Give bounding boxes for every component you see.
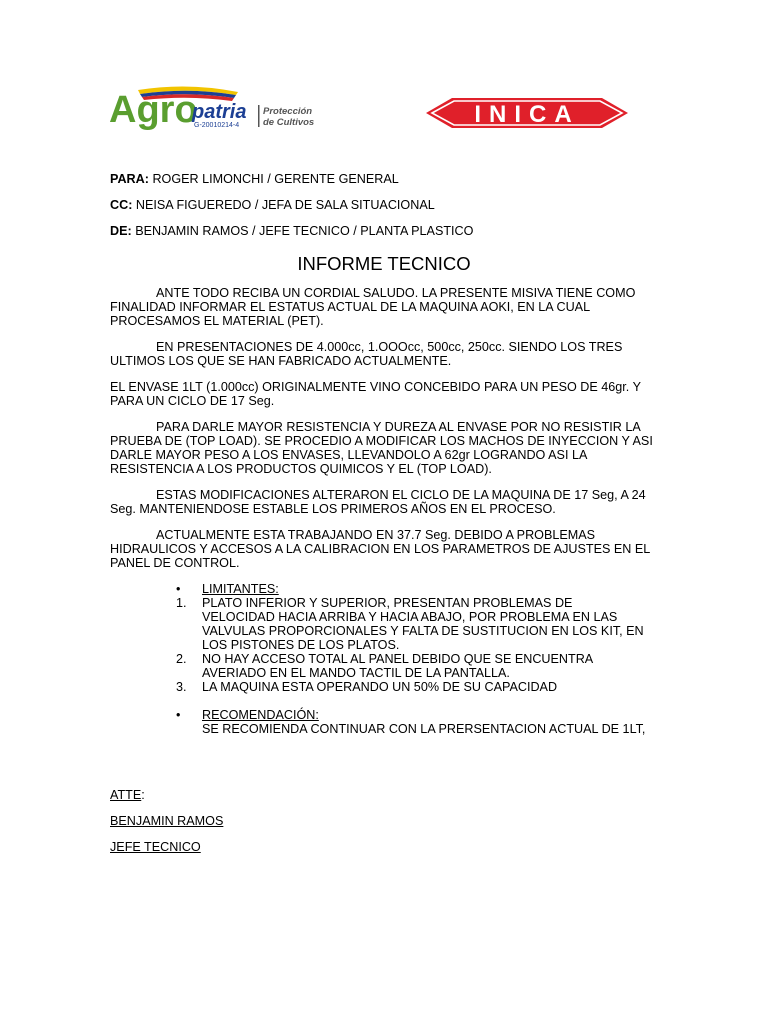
limitantes-section — [176, 582, 646, 694]
recomendacion-heading-row — [176, 708, 646, 722]
agropatria-brand-b: patria — [192, 101, 247, 123]
para-value: ROGER LIMONCHI / GERENTE GENERAL — [148, 172, 399, 186]
agropatria-logo — [108, 84, 324, 130]
list-item-text: PLATO INFERIOR Y SUPERIOR, PRESENTAN PROBLEMAS DE VELOCIDAD HACIA ARRIBA Y HACIA ABAJO, POR PROBLEMA EN LAS VALVULAS PROPORCIONALES Y FALTA DE SUSTITUCION EN LOS KIT, EN LOS PISTONES DE LOS PLATOS. — [202, 596, 644, 652]
list-item-text: NO HAY ACCESO TOTAL AL PANEL DEBIDO QUE SE ENCUENTRA AVERIADO EN EL MANDO TACTIL DE LA PANTALLA. — [202, 652, 593, 680]
paragraph-6-text: ACTUALMENTE ESTA TRABAJANDO EN 37.7 Seg. DEBIDO A PROBLEMAS HIDRAULICOS Y ACCESOS A LA CALIBRACION EN LOS PARAMETROS DE AJUSTES EN EL PANEL DE CONTROL. — [110, 528, 650, 570]
cc-label: CC: — [110, 198, 133, 212]
paragraph-1-text: ANTE TODO RECIBA UN CORDIAL SALUDO. LA PRESENTE MISIVA TIENE COMO FINALIDAD INFORMAR EL ESTATUS ACTUAL DE LA MAQUINA AOKI, EN LA CUAL PROCESAMOS EL MATERIAL (PET). — [110, 286, 636, 328]
paragraph-5 — [110, 488, 658, 516]
list-item — [176, 652, 646, 680]
recomendacion-heading: RECOMENDACIÓN: — [202, 708, 319, 722]
recomendacion-text: SE RECOMIENDA CONTINUAR CON LA PRERSENTACION ACTUAL DE 1LT, — [202, 722, 646, 736]
atte-label: ATTE — [110, 788, 142, 802]
paragraph-5-text: ESTAS MODIFICACIONES ALTERARON EL CICLO DE LA MAQUINA DE 17 Seg, A 24 Seg. MANTENIENDOSE ESTABLE LOS PRIMEROS AÑOS EN EL PROCESO. — [110, 488, 646, 516]
para-line — [110, 172, 399, 186]
paragraph-3-text: EL ENVASE 1LT (1.000cc) ORIGINALMENTE VINO CONCEBIDO PARA UN PESO DE 46gr. Y PARA UN CICLO DE 17 Seg. — [110, 380, 641, 408]
signature-role: JEFE TECNICO — [110, 840, 201, 854]
bullet: • — [176, 582, 181, 596]
limitantes-heading-row — [176, 582, 646, 596]
paragraph-6 — [110, 528, 658, 570]
list-number: 2. — [176, 652, 187, 666]
atte-line — [110, 788, 145, 802]
paragraph-2-text: EN PRESENTACIONES DE 4.000cc, 1.OOOcc, 500cc, 250cc. SIENDO LOS TRES ULTIMOS LOS QUE SE HAN FABRICADO ACTUALMENTE. — [110, 340, 623, 368]
para-label: PARA: — [110, 172, 149, 186]
cc-line — [110, 198, 435, 212]
paragraph-3 — [110, 380, 658, 408]
document-title: INFORME TECNICO — [297, 253, 471, 274]
de-line — [110, 224, 473, 238]
paragraph-4-text: PARA DARLE MAYOR RESISTENCIA Y DUREZA AL ENVASE POR NO RESISTIR LA PRUEBA DE (TOP LOAD). SE PROCEDIO A MODIFICAR LOS MACHOS DE INYECCION Y ASI DARLE MAYOR PESO A LOS ENVASES, LLEVANDOLO A 62gr LOGRANDO ASI LA RESISTENCIA A LOS PRODUCTOS QUIMICOS Y EL (TOP LOAD). — [110, 420, 653, 476]
list-number: 1. — [176, 596, 187, 610]
list-item — [176, 596, 646, 652]
cc-value: NEISA FIGUEREDO / JEFA DE SALA SITUACIONAL — [132, 198, 435, 212]
inica-text: INICA — [474, 101, 580, 128]
agropatria-code: G-20010214-4 — [194, 122, 240, 129]
bullet: • — [176, 708, 181, 722]
de-value: BENJAMIN RAMOS / JEFE TECNICO / PLANTA PLASTICO — [131, 224, 474, 238]
de-label: DE: — [110, 224, 132, 238]
agropatria-tagline-2: de Cultivos — [263, 117, 315, 128]
agropatria-brand-a: Agro — [109, 89, 198, 130]
signature-name: BENJAMIN RAMOS — [110, 814, 224, 828]
agropatria-tagline-1: Protección — [263, 106, 313, 117]
list-item-text: LA MAQUINA ESTA OPERANDO UN 50% DE SU CAPACIDAD — [202, 680, 558, 694]
limitantes-heading: LIMITANTES: — [202, 582, 279, 596]
list-number: 3. — [176, 680, 187, 694]
atte-colon: : — [141, 788, 145, 802]
paragraph-2 — [110, 340, 658, 368]
inica-logo — [424, 96, 630, 130]
paragraph-4 — [110, 420, 658, 476]
recomendacion-section — [176, 708, 646, 736]
paragraph-1 — [110, 286, 658, 328]
recomendacion-row — [176, 722, 646, 736]
list-item — [176, 680, 646, 694]
